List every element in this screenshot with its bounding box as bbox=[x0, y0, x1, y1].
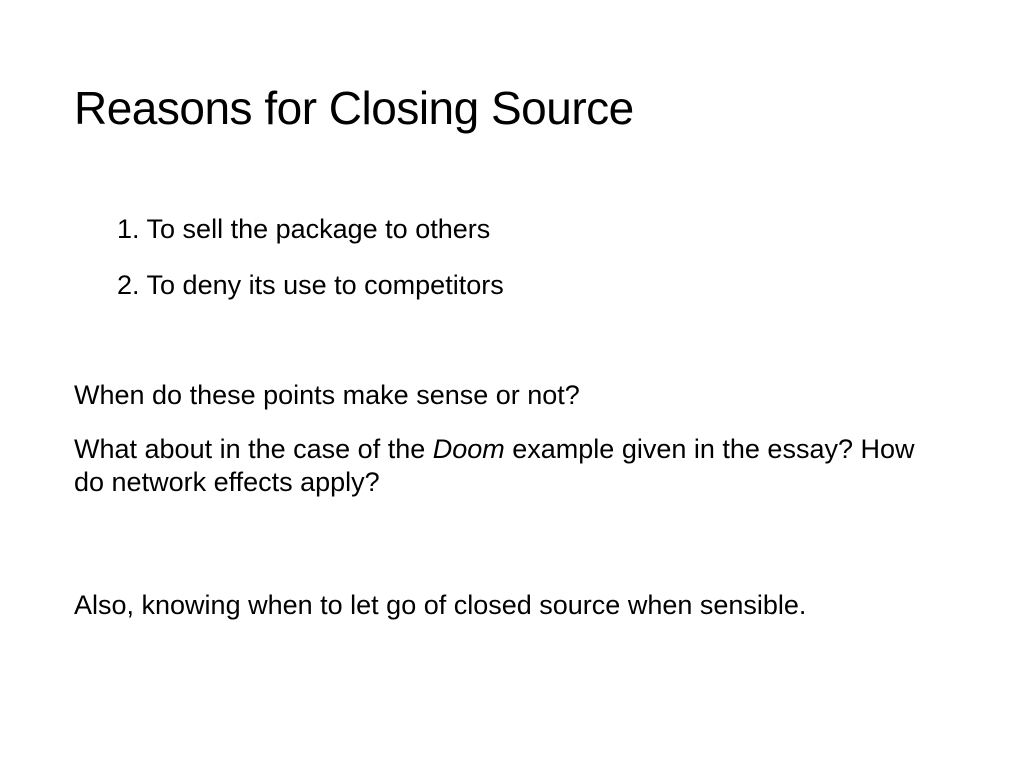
closing-paragraph: Also, knowing when to let go of closed source when sensible. bbox=[74, 590, 807, 620]
doom-question-text-after: example given in the essay? How do network effects apply? bbox=[74, 434, 915, 498]
question-paragraph: When do these points make sense or not? bbox=[74, 380, 580, 410]
slide-title: Reasons for Closing Source bbox=[74, 82, 634, 134]
reasons-list bbox=[117, 213, 504, 325]
list-item: 2. To deny its use to competitors bbox=[117, 270, 504, 300]
doom-title-emphasis: Doom bbox=[432, 434, 505, 464]
list-item: 1. To sell the package to others bbox=[117, 214, 491, 244]
doom-question-text-before: What about in the case of the bbox=[74, 434, 433, 464]
doom-question-paragraph bbox=[74, 433, 934, 500]
